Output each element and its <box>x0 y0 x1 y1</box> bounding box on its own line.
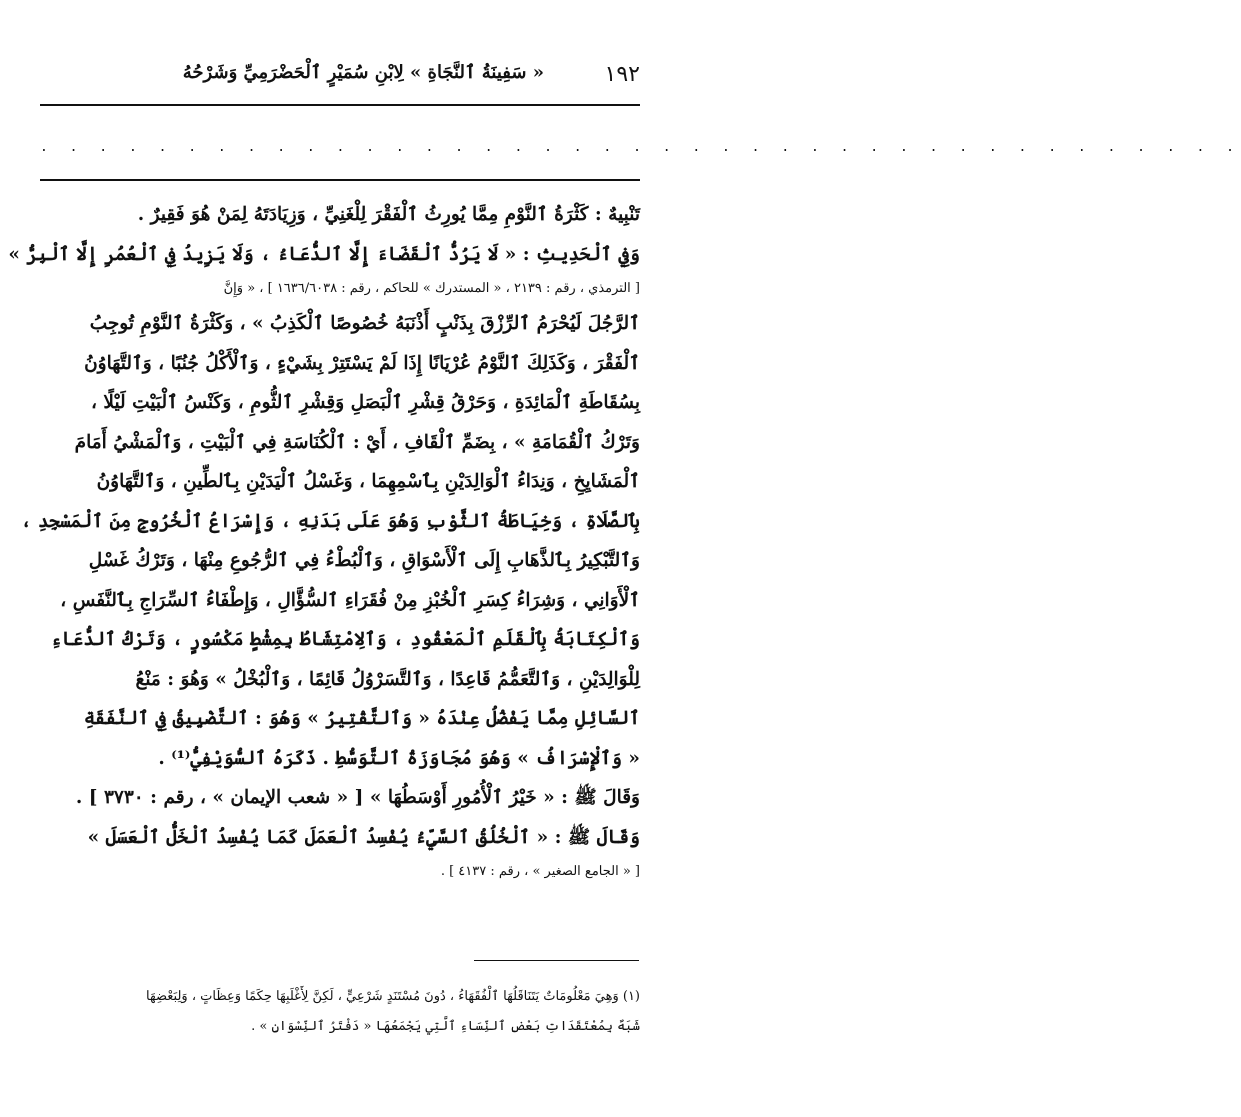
footnote-line: شَبَهٌ بِمُعْتَقَدَاتِ بَعْضِ ٱلنِّسَاءِ ٱلَّتِي يَجْمَعُهَا « دَفْتَرُ ٱلنِّسْوَانِ » . <box>251 1019 640 1034</box>
footnotes <box>40 982 640 1042</box>
text-line: « وَٱلْإِسْرَافُ » وَهُوَ مُجَاوَزَةُ ٱلتَّوَسُّطِ . ذَكَرَهُ ٱلسُّوَيْفِيُّ⁽¹⁾ . <box>158 747 640 769</box>
header-rule <box>40 104 640 106</box>
text-line: وَقَالَ ﷺ : « خَيْرُ ٱلْأُمُورِ أَوْسَطُهَا » [ « شعب الإيمان » ، رقم : ٣٧٣٠ ] . <box>75 787 640 808</box>
text-line: ٱلْفَقْرَ ، وَكَذَلِكَ ٱلنَّوْمُ عُرْيَانًا إِذَا لَمْ يَسْتَتِرْ بِشَيْءٍ ، وَٱلْأَكْلُ جُنُبًا ، وَٱلتَّهَاوُنُ <box>84 352 640 374</box>
text-line: وَتَرْكُ ٱلْقُمَامَةِ » ، بِضَمِّ ٱلْقَافِ ، أَيْ : ٱلْكُنَاسَةِ فِي ٱلْبَيْتِ ، وَٱلْمَشْيُ أَمَامَ <box>74 431 640 453</box>
page-number: ١٩٢ <box>604 62 640 87</box>
text-line: [ الترمذي ، رقم : ٢١٣٩ ، « المستدرك » للحاكم ، رقم : ١٦٣٦/٦٠٣٨ ] ، « وَإِنَّ <box>223 281 640 296</box>
page-header <box>40 62 640 98</box>
text-line: لِلْوَالِدَيْنِ ، وَٱلتَّعَمُّمُ قَاعِدًا ، وَٱلتَّسَرْوُلُ قَائِمًا ، وَٱلْبُخْلُ » وَهُوَ : مَنْعُ <box>135 668 640 690</box>
text-line: ٱلسَّائِلِ مِمَّا يَفْضُلُ عِنْدَهُ « وَٱلتَّقْتِيرُ » وَهُوَ : ٱلتَّضْيِيقُ فِي ٱلنَّفَقَةِ <box>83 708 640 729</box>
footnote-rule <box>474 960 639 961</box>
text-line: وَقَالَ ﷺ : « ٱلْخُلُقُ ٱلسَّيِّءُ يُفْسِدُ ٱلْعَمَلَ كَمَا يُفْسِدُ ٱلْخَلُّ ٱلْعَسَلَ » <box>87 826 640 848</box>
footnote-line: (١) وَهِيَ مَعْلُومَاتٌ يَتَنَاقَلُهَا ٱلْفُقَهَاءُ ، دُونَ مُسْتَنَدٍ شَرْعِيٍّ ، لَكِنَّ لِأَغْلَبِهَا حِكَمًا وَعِظَاتٍ ، وَلِبَعْضِهَا <box>146 989 640 1004</box>
running-title: « سَفِينَةُ ٱلنَّجَاةِ » لِابْنِ سُمَيْرٍ ٱلْحَضْرَمِيِّ وَشَرْحُهُ <box>182 62 544 83</box>
text-line: ٱلرَّجُلَ لَيُحْرَمُ ٱلرِّزْقَ بِذَنْبٍ أَذْنَبَهُ خُصُوصًا ٱلْكَذِبُ » ، وَكَثْرَةُ ٱلنَّوْمِ تُوجِبُ <box>89 313 640 334</box>
text-line: تَنْبِيهٌ : كَثْرَةُ ٱلنَّوْمِ مِمَّا يُورِثُ ٱلْفَقْرَ لِلْغَنِيِّ ، وَزِيَادَتَهُ لِمَنْ هُوَ فَقِيرٌ . <box>137 204 640 225</box>
text-line: بِسُقَاطَةِ ٱلْمَائِدَةِ ، وَحَرْقُ قِشْرِ ٱلْبَصَلِ وَقِشْرِ ٱلثُّومِ ، وَكَنْسُ ٱلْبَيْتِ لَيْلًا ، <box>91 392 640 413</box>
main-text <box>8 195 640 887</box>
section-rule <box>40 179 640 181</box>
separator-dots: . . . . . . . . . . . . . . . . . . . . . . . . . . . . . . . . . . . . . . . . . <box>40 140 1241 155</box>
text-line: [ « الجامع الصغير » ، رقم : ٤١٣٧ ] . <box>440 864 640 879</box>
text-line: وَٱلْكِتَابَةُ بِٱلْقَلَمِ ٱلْمَعْقُودِ ، وَٱلِامْتِشَاطُ بِمِشْطٍ مَكْسُورٍ ، وَتَرْكُ ٱلدُّعَاءِ <box>50 629 640 650</box>
text-line: ٱلْمَشَايِخِ ، وَنِدَاءُ ٱلْوَالِدَيْنِ بِٱسْمِهِمَا ، وَغَسْلُ ٱلْيَدَيْنِ بِٱلطِّينِ ، وَٱلتَّهَاوُنُ <box>96 471 640 492</box>
text-line: وَفِي ٱلْحَدِيثِ : « لَا يَرُدُّ ٱلْقَضَاءَ إِلَّا ٱلدُّعَاءُ ، وَلَا يَزِيدُ فِي ٱلْعُمُرِ إِلَّا ٱلْبِرُّ » <box>8 243 640 265</box>
text-line: وَٱلتَّبْكِيرُ بِٱلذَّهَابِ إِلَى ٱلْأَسْوَاقِ ، وَٱلْبُطْءُ فِي ٱلرُّجُوعِ مِنْهَا ، وَتَرْكُ غَسْلِ <box>88 550 640 571</box>
text-line: ٱلْأَوَانِي ، وَشِرَاءُ كِسَرِ ٱلْخُبْزِ مِنْ فُقَرَاءِ ٱلسُّؤَّالِ ، وَإِطْفَاءُ ٱلسِّرَاجِ بِٱلنَّفَسِ ، <box>60 589 640 611</box>
text-line: بِٱلصَّلَاةِ ، وَخِيَاطَةُ ٱلثَّوْبِ وَهُوَ عَلَى بَدَنِهِ ، وَإِسْرَاعُ ٱلْخُرُوجِ مِنَ ٱلْمَسْجِدِ ، <box>20 510 640 532</box>
